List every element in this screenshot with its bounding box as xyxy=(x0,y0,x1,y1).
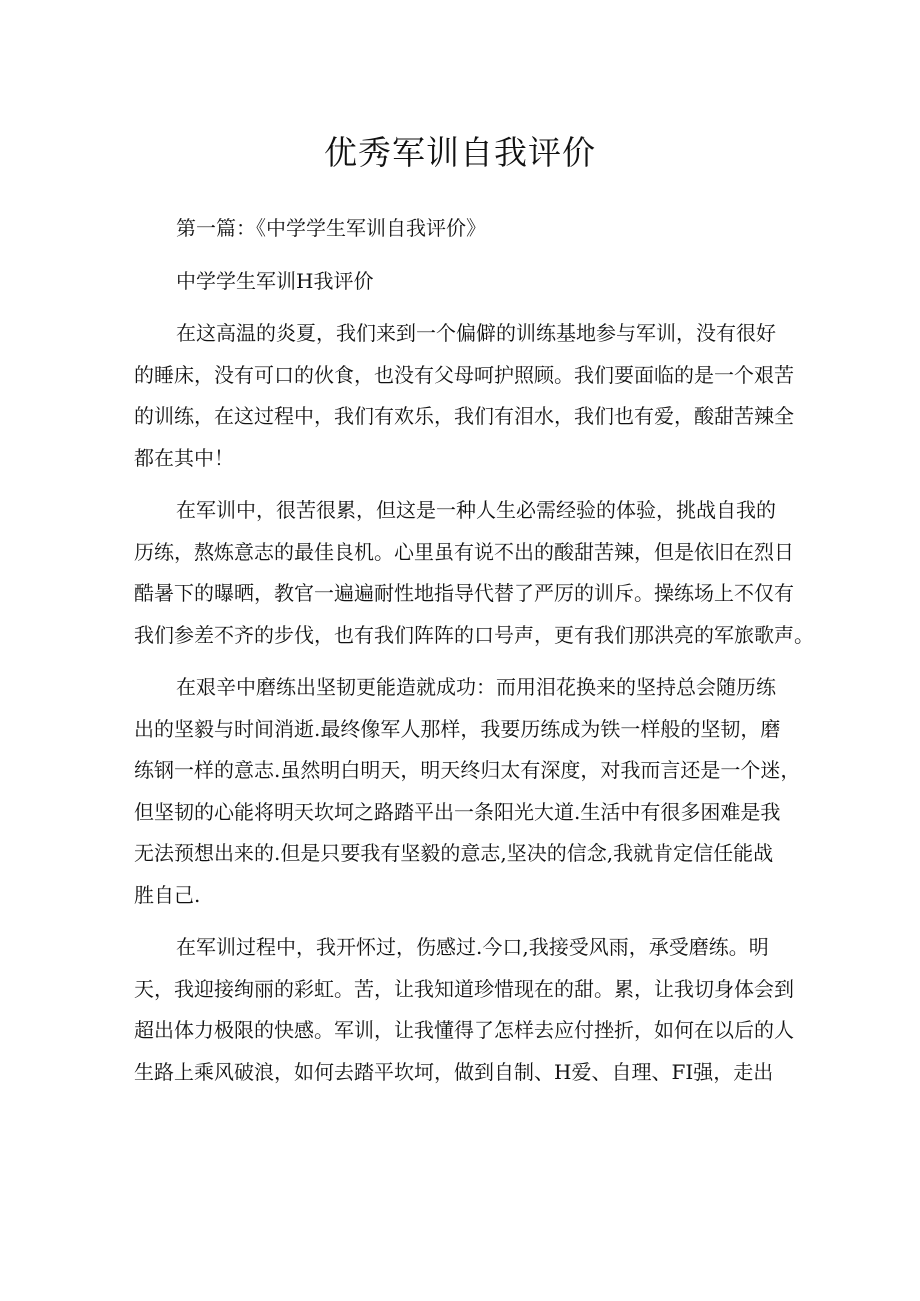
paragraph-line: 的训练，在这过程中，我们有欢乐，我们有泪水，我们也有爱，酸甜苦辣全 xyxy=(134,404,794,428)
document-title: 优秀军训自我评价 xyxy=(324,133,596,172)
paragraph-line: 在艰辛中磨练出坚韧更能造就成功：而用泪花换来的坚持总会随历练 xyxy=(176,675,776,699)
paragraph-line: 无法预想出来的.但是只要我有坚毅的意志,坚决的信念,我就肯定信任能战 xyxy=(134,841,774,865)
paragraph-2 xyxy=(134,490,814,656)
paragraph-line: 在军训中，很苦很累，但这是一种人生必需经验的体验，挑战自我的 xyxy=(176,498,776,522)
paragraph-4 xyxy=(134,927,798,1093)
paragraph-line: 的睡床，没有可口的伙食，也没有父母呵护照顾。我们要面临的是一个艰苦 xyxy=(134,362,794,387)
paragraph-line: 生路上乘风破浪，如何去踏平坎坷，做到自制、H爱、自理、FI强，走出 xyxy=(134,1059,774,1084)
paragraph-line: 天，我迎接绚丽的彩虹。苦，让我知道珍惜现在的甜。累，让我切身体会到 xyxy=(134,976,794,1001)
paragraph-3 xyxy=(134,667,801,916)
paragraph-line: 但坚韧的心能将明天坎坷之路踏平出一条阳光大道.生活中有很多困难是我 xyxy=(134,799,781,824)
paragraph-line: 历练，熬炼意志的最佳良机。心里虽有说不出的酸甜苦辣，但是依旧在烈日 xyxy=(134,539,794,564)
paragraph-line: 出的坚毅与时间消逝.最终像军人那样，我要历练成为铁一样般的坚韧，磨 xyxy=(134,716,781,741)
chapter-heading: 第一篇：《中学学生军训自我评价》 xyxy=(176,216,486,240)
paragraph-1 xyxy=(134,313,798,479)
paragraph-line: 我们参差不齐的步伐，也有我们阵阵的口号声，更有我们那洪亮的军旅歌声。 xyxy=(134,622,814,647)
paragraph-line: 在这高温的炎夏，我们来到一个偏僻的训练基地参与军训，没有很好 xyxy=(176,321,776,345)
paragraph-line: 都在其中！ xyxy=(134,445,234,470)
paragraph-line: 在军训过程中，我开怀过，伤感过.今口,我接受风雨，承受磨练。明 xyxy=(176,935,769,959)
paragraph-line: 超出体力极限的快感。军训，让我懂得了怎样去应付挫折，如何在以后的人 xyxy=(134,1018,794,1042)
paragraph-line: 练钢一样的意志.虽然明白明天，明天终归太有深度，对我而言还是一个迷， xyxy=(134,758,801,782)
section-subtitle: 中学学生军训H我评价 xyxy=(176,268,374,293)
document-body xyxy=(134,208,814,1104)
paragraph-line: 胜自己. xyxy=(134,882,201,907)
paragraph-line: 酷暑下的曝晒，教官一遍遍耐性地指导代替了严厉的训斥。操练场上不仅有 xyxy=(134,581,794,605)
